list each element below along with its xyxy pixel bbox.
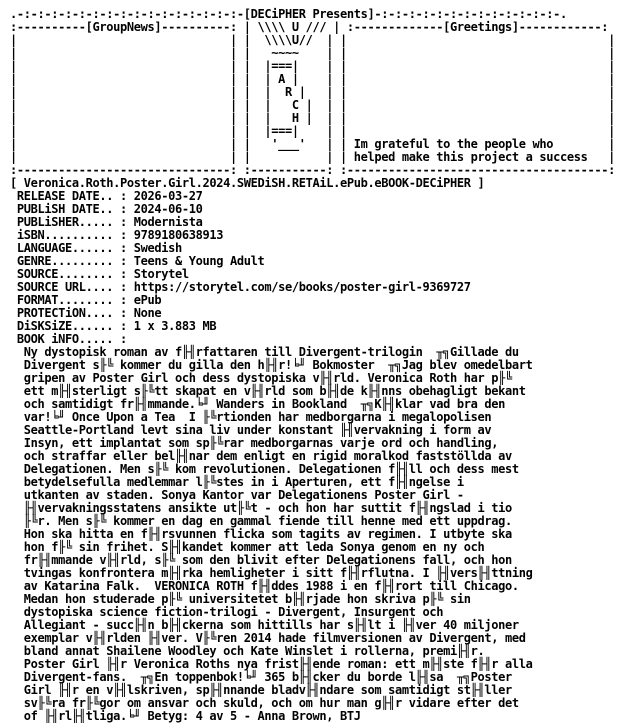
nfo-line: | | | | R | | | |	[10, 85, 615, 99]
nfo-line: of ╟╢rl╟╢tliga.╘╜ Betyg: 4 av 5 - Anna Brown, BTJ	[10, 709, 361, 723]
nfo-line: och straffar eller bel╟╢nar dem enligt en rigid moralkod faststöllda av	[10, 449, 512, 463]
nfo-line: | | | | C | | | |	[10, 98, 615, 112]
nfo-line: .-:-:-:-:-:-:-:-:-:-:-:-:-:-:-:-:-[DECiPHER Presents]-:-:-:-:-:-:-:-:-:-:-:-:-:-.	[10, 7, 567, 21]
nfo-line: exemplar v╟╢rlden ╟╢ver. V╟╚ren 2014 hade filmversionen av Divergent, med	[10, 631, 526, 645]
nfo-line: | | | | H | | | |	[10, 111, 615, 125]
nfo-line: sv╟╚ra fr╟╚gor om ansvar och skuld, och om hur man g╟╢r vidare efter det	[10, 696, 519, 710]
nfo-line: | | | \\\\U// | | |	[10, 33, 615, 47]
nfo-line: PROTECTiON.... : None	[10, 306, 162, 320]
nfo-line: LANGUAGE...... : Swedish	[10, 241, 182, 255]
nfo-line: FORMAT........ : ePub	[10, 293, 162, 307]
nfo-line: | | | |===| | | |	[10, 124, 615, 138]
nfo-line: PUBLiSH DATE.. : 2024-06-10	[10, 202, 203, 216]
nfo-line: Medan hon studerade p╟╚ universitetet b╟╢rjade hon skriva p╟╚ sin	[10, 592, 471, 606]
nfo-line: gripen av Poster Girl och dess dystopiska v╟╢rld. Veronica Roth har p╟╚	[10, 371, 512, 385]
nfo-line: | | | '___' | | Im grateful to the people who |	[10, 137, 615, 151]
nfo-line: Seattle-Portland levt sina liv under konstant ╟╢vervakning i form av	[10, 423, 492, 437]
nfo-line: Ny dystopisk roman av f╟╢rfattaren till Divergent-trilogin ╥╗Gillade du	[10, 345, 519, 359]
nfo-line: | | | |===| | | |	[10, 59, 615, 73]
nfo-line: Poster Girl ╟╢r Veronica Roths nya frist╟╢ende roman: ett m╟╢ste f╟╢r alla	[10, 657, 533, 671]
nfo-line: PUBLiSHER..... : Modernista	[10, 215, 203, 229]
nfo-line: iSBN.......... : 9789180638913	[10, 228, 224, 242]
nfo-line: SOURCE URL.... : https://storytel.com/se/books/poster-girl-9369727	[10, 280, 471, 294]
nfo-line: var!╘╜ Once Upon a Tea I ╟╚rtionden har medborgarna i megalopolisen	[10, 410, 492, 424]
nfo-line: :-------------------------------: :-----------: :--------------------------------------:	[10, 163, 615, 177]
nfo-line: :----------[GroupNews]----------: | \\\\ U /// | :-------------[Greetings]------------:	[10, 20, 609, 34]
nfo-line: BOOK iNFO..... :	[10, 332, 127, 346]
nfo-line: [ Veronica.Roth.Poster.Girl.2024.SWEDiSH.RETAiL.ePub.eBOOK-DECiPHER ]	[10, 176, 485, 190]
nfo-line: dystopiska science fiction-trilogi - Divergent, Insurgent och	[10, 605, 444, 619]
nfo-line: Girl ╟╢r en v╟╢lskriven, sp╟╢nnande bladv╟╢ndare som samtidigt st╟╢ller	[10, 683, 512, 697]
nfo-line: Divergent-fans. ╥╗En toppenbok!╘╜ 365 b╟╢cker du borde l╟╢sa ╥╗Poster	[10, 670, 512, 684]
nfo-line: tvingas konfrontera m╟╢rka hemligheter i sitt f╟╢rflutna. I ╟╢vers╟╢ttning	[10, 566, 533, 580]
nfo-line: Delegationen. Men s╟╚ kom revolutionen. Delegationen f╟╢ll och dess mest	[10, 462, 519, 476]
nfo-line: betydelsefulla medlemmar l╟╚stes in i Aperturen, ett f╟╢ngelse i	[10, 475, 464, 489]
nfo-line: Allegiant - succ╟╢n b╟╢ckerna som hittills har s╟╢lt i ╟╢ver 40 miljoner	[10, 618, 519, 632]
nfo-line: ╟╢vervakningsstatens ansikte ut╟╚t - och hon har suttit f╟╢ngslad i tio	[10, 501, 512, 515]
nfo-line: SOURCE........ : Storytel	[10, 267, 189, 281]
nfo-line: fr╟╢mmande v╟╢rld, s╟╚ som den blivit efter Delegationens fall, och hon	[10, 553, 512, 567]
nfo-line: hon f╟╚ sin frihet. S╟╢kandet kommer att leda Sonya genom en ny och	[10, 540, 485, 554]
nfo-line: utkanten av staden. Sonya Kantor var Delegationens Poster Girl -	[10, 488, 464, 502]
nfo-line: | | | | | helped make this project a success |	[10, 150, 615, 164]
nfo-line: bland annat Shailene Woodley och Kate Winslet i rollerna, premi╟╢r.	[10, 644, 485, 658]
nfo-line: | | | ~~~~ | | |	[10, 46, 615, 60]
nfo-line: Insyn, ett implantat som sp╟╚rar medborgarnas varje ord och handling,	[10, 436, 499, 450]
nfo-line: och samtidigt fr╟╢mmande.╘╜ Wanders in Bookland ╥╗K╟╢klar vad bra den	[10, 397, 505, 411]
nfo-line: av Katarina Falk. VERONICA ROTH f╟╢ddes 1988 i en f╟╢rort till Chicago.	[10, 579, 519, 593]
nfo-line: DiSKSiZE...... : 1 x 3.883 MB	[10, 319, 217, 333]
nfo-line: RELEASE DATE.. : 2026-03-27	[10, 189, 203, 203]
nfo-line: Divergent s╟╚ kommer du gilla den h╟╢r!╘╜ Bokmoster ╥╗Jag blev omedelbart	[10, 358, 533, 372]
nfo-line: ett m╟╢sterligt s╟╚tt skapat en v╟╢rld som b╟╢de k╟╢nns obehagligt bekant	[10, 384, 526, 398]
nfo-line: | | | | A | | | |	[10, 72, 615, 86]
nfo-line: ╟╚r. Men s╟╚ kommer en dag en gammal fiende till henne med ett uppdrag.	[10, 514, 512, 528]
nfo-line: Hon ska hitta en f╟╢rsvunnen flicka som tagits av regimen. I utbyte ska	[10, 527, 512, 541]
nfo-line: GENRE......... : Teens & Young Adult	[10, 254, 265, 268]
